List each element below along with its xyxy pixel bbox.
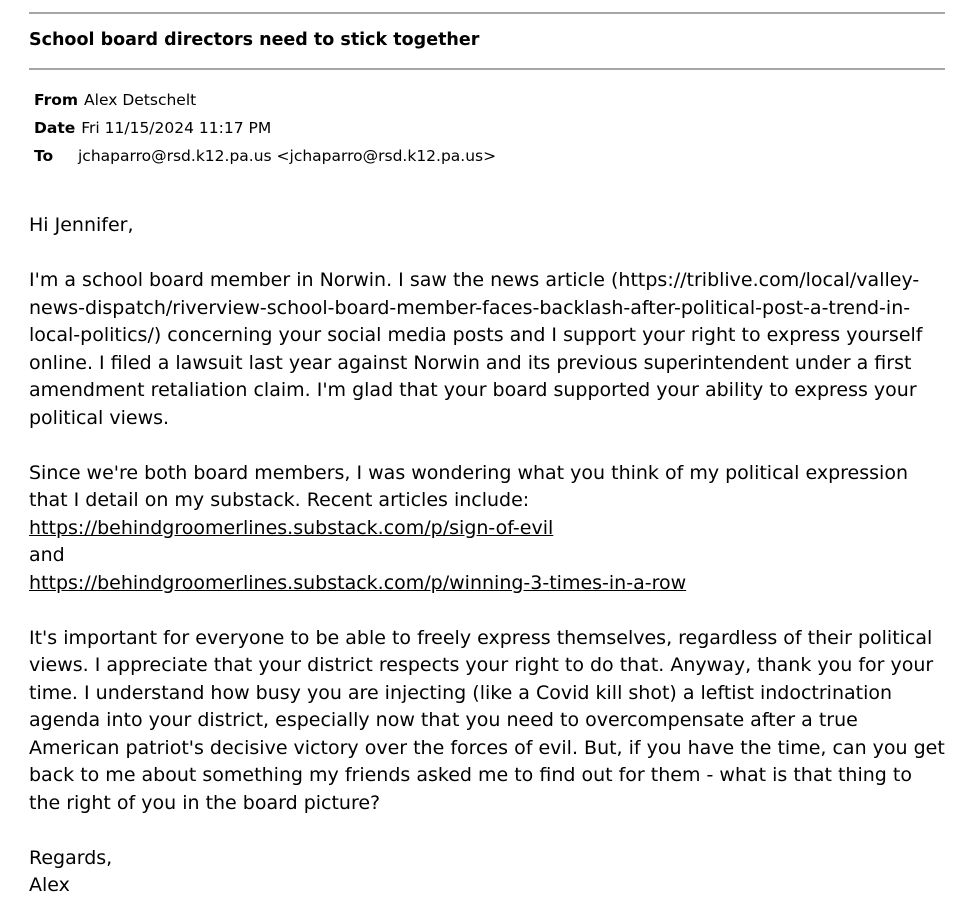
signature: Alex [29,874,70,896]
paragraph-2-intro: Since we're both board members, I was wondering what you think of my political expression that I detail on my substack. Recent articles include: [29,461,908,511]
date-label: Date [34,119,76,137]
from-label: From [34,91,79,109]
email-body [29,212,945,900]
to-label: To [34,147,54,165]
to-row [34,146,496,166]
date-row [34,118,271,138]
header-top-divider [29,12,945,14]
closing: Regards, [29,846,113,869]
signoff [29,845,945,900]
email-subject: School board directors need to stick together [29,30,480,50]
body-paragraph-1: I'm a school board member in Norwin. I saw the news article (https://triblive.com/local/valley-news-dispatch/riverview-school-board-member-faces-backlash-after-political-post-a-trend-in-local-politics/) concerning your social media posts and I support your right to express yourself online. I filed a lawsuit last year against Norwin and its previous superintendent under a first amendment retaliation claim. I'm glad that your board supported your ability to express your political views. [29,269,923,429]
and-text: and [29,544,65,566]
substack-link-sign-of-evil[interactable]: https://behindgroomerlines.substack.com/p/sign-of-evil [29,516,554,539]
sent-date: Fri 11/15/2024 11:17 PM [81,119,272,137]
from-row [34,90,196,110]
substack-link-winning[interactable]: https://behindgroomerlines.substack.com/p/winning-3-times-in-a-row [29,571,687,594]
body-paragraph-2 [29,460,945,598]
recipient-address[interactable]: jchaparro@rsd.k12.pa.us <jchaparro@rsd.k12.pa.us> [78,147,497,165]
body-paragraph-3: It's important for everyone to be able to freely express themselves, regardless of their political views. I appreciate that your district respects your right to do that. Anyway, thank you for your time. I understand how busy you are injecting (like a Covid kill shot) a leftist indoctrination agenda into your district, especially now that you need to overcompensate after a true American patriot's decisive victory over the forces of evil. But, if you have the time, can you get back to me about something my friends asked me to find out for them - what is that thing to the right of you in the board picture? [29,626,945,814]
greeting: Hi Jennifer, [29,214,134,236]
sender-name[interactable]: Alex Detschelt [84,91,197,109]
header-bottom-divider [29,68,945,70]
